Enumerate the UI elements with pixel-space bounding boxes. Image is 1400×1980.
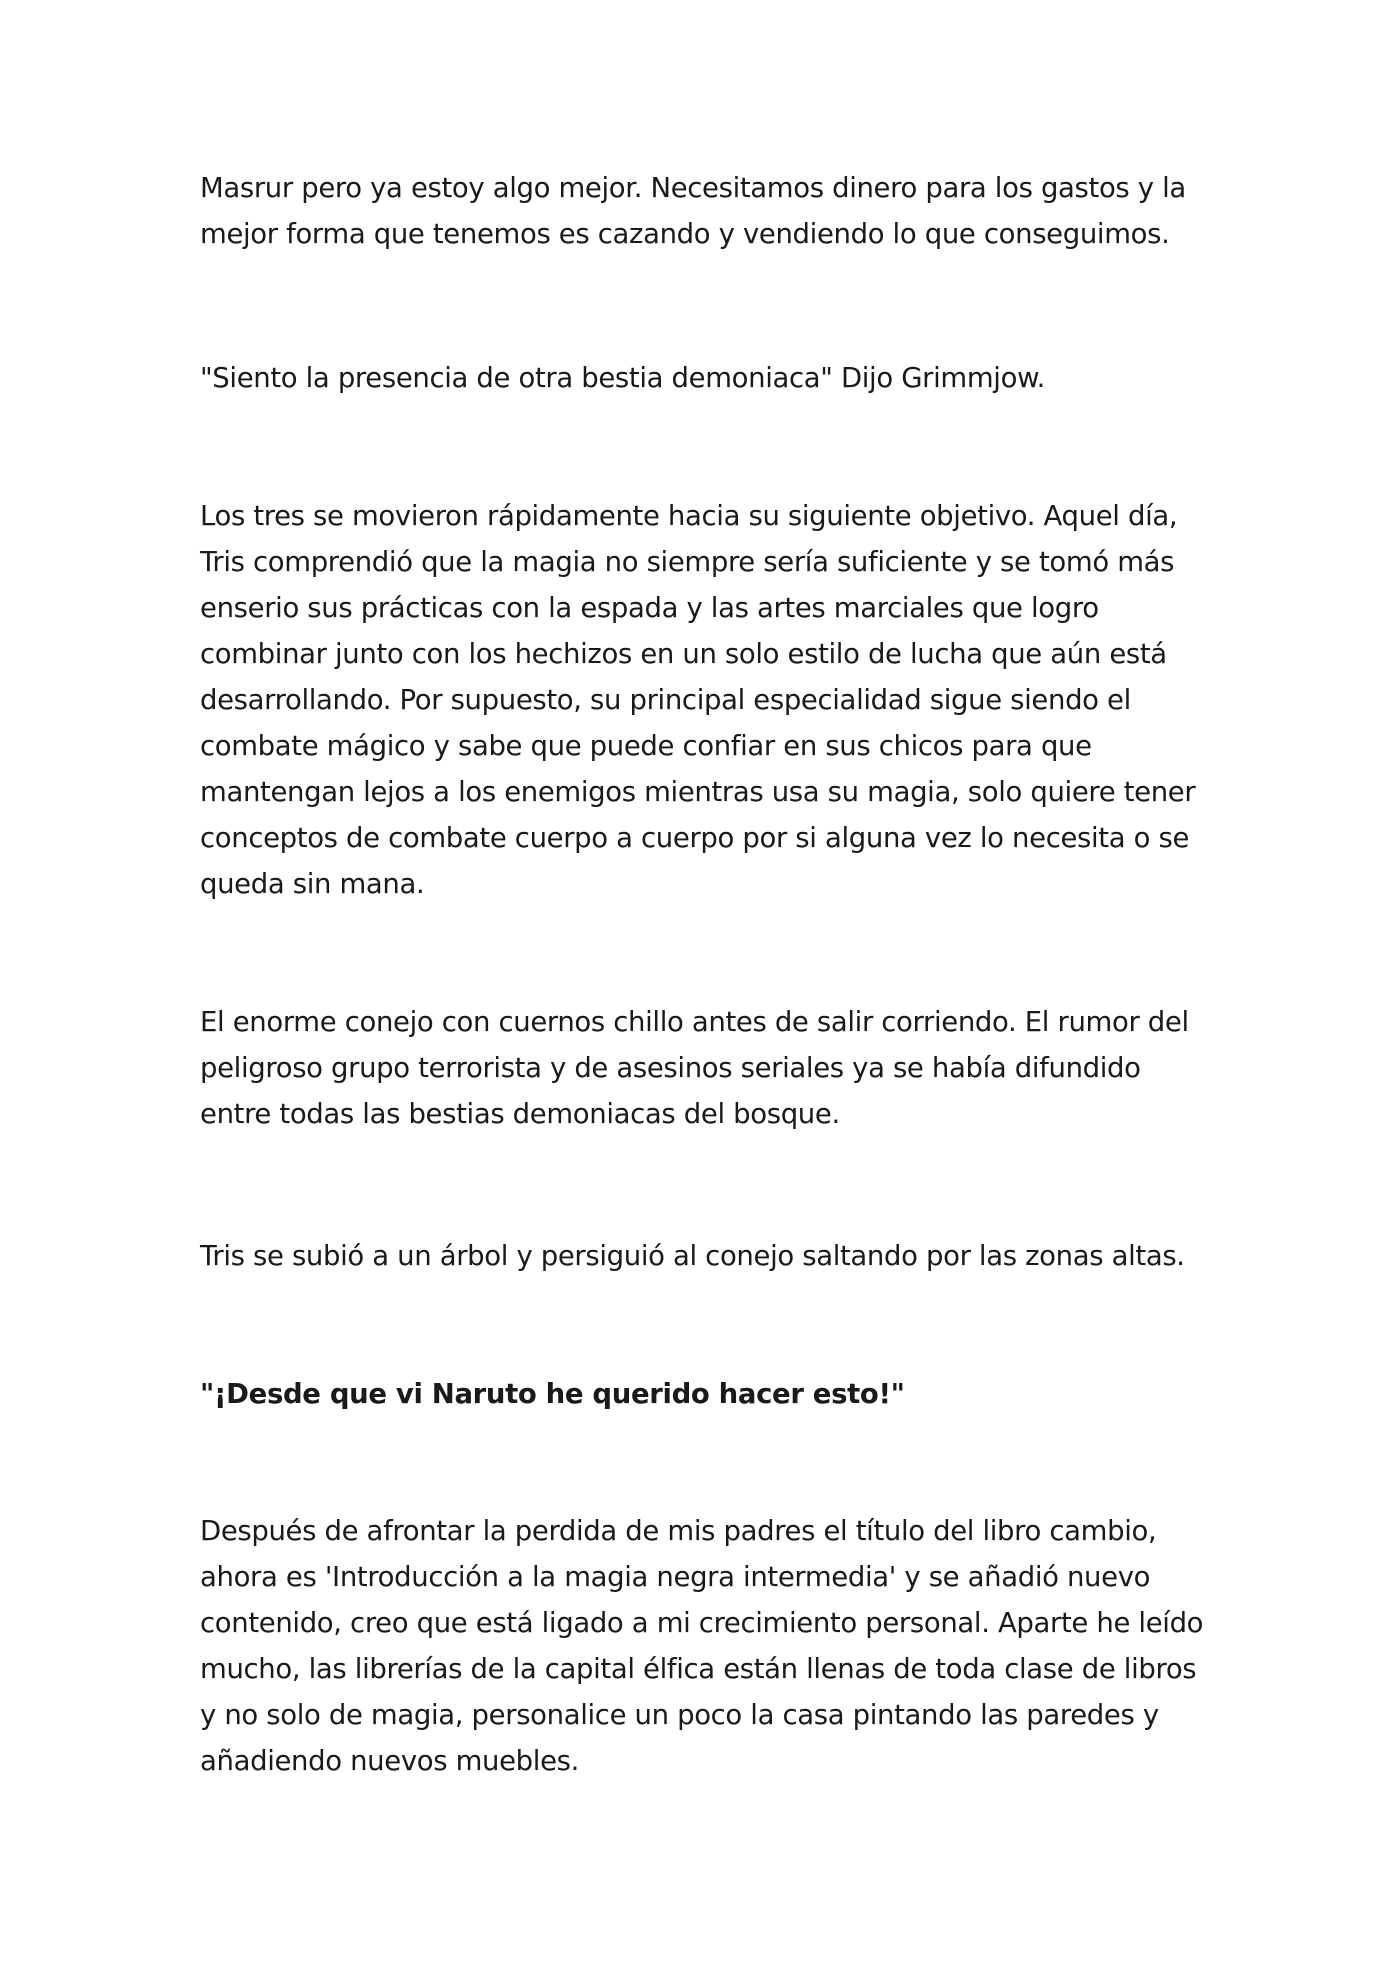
- paragraph-hunting-money: Masrur pero ya estoy algo mejor. Necesitamos dinero para los gastos y la mejor forma que tenemos es cazando y vendiendo lo que conseguimos.: [200, 172, 1186, 250]
- paragraph-combat-training: Los tres se movieron rápidamente hacia su siguiente objetivo. Aquel día, Tris comprendió que la magia no siempre sería suficiente y se tomó más enserio sus prácticas con la espada y las artes marciales que logro combinar junto con los hechizos en un solo estilo de lucha que aún está desarrollando. Por supuesto, su principal especialidad sigue siendo el combate mágico y sabe que puede confiar en sus chicos para que mantengan lejos a los enemigos mientras usa su magia, solo quiere tener conceptos de combate cuerpo a cuerpo por si alguna vez lo necesita o se queda sin mana.: [200, 500, 1196, 900]
- paragraph-grimmjow-quote: "Siento la presencia de otra bestia demoniaca" Dijo Grimmjow.: [200, 362, 1046, 394]
- paragraph-naruto-quote: "¡Desde que vi Naruto he querido hacer esto!": [200, 1378, 905, 1410]
- paragraph-tree-chase: Tris se subió a un árbol y persiguió al conejo saltando por las zonas altas.: [200, 1240, 1185, 1272]
- paragraph-horned-rabbit: El enorme conejo con cuernos chillo antes de salir corriendo. El rumor del peligroso grupo terrorista y de asesinos seriales ya se había difundido entre todas las bestias demoniacas del bosque.: [200, 1006, 1189, 1130]
- paragraph-book-title-change: Después de afrontar la perdida de mis padres el título del libro cambio, ahora es 'Introducción a la magia negra intermedia' y se añadió nuevo contenido, creo que está ligado a mi crecimiento personal. Aparte he leído mucho, las librerías de la capital élfica están llenas de toda clase de libros y no solo de magia, personalice un poco la casa pintando las paredes y añadiendo nuevos muebles.: [200, 1515, 1204, 1777]
